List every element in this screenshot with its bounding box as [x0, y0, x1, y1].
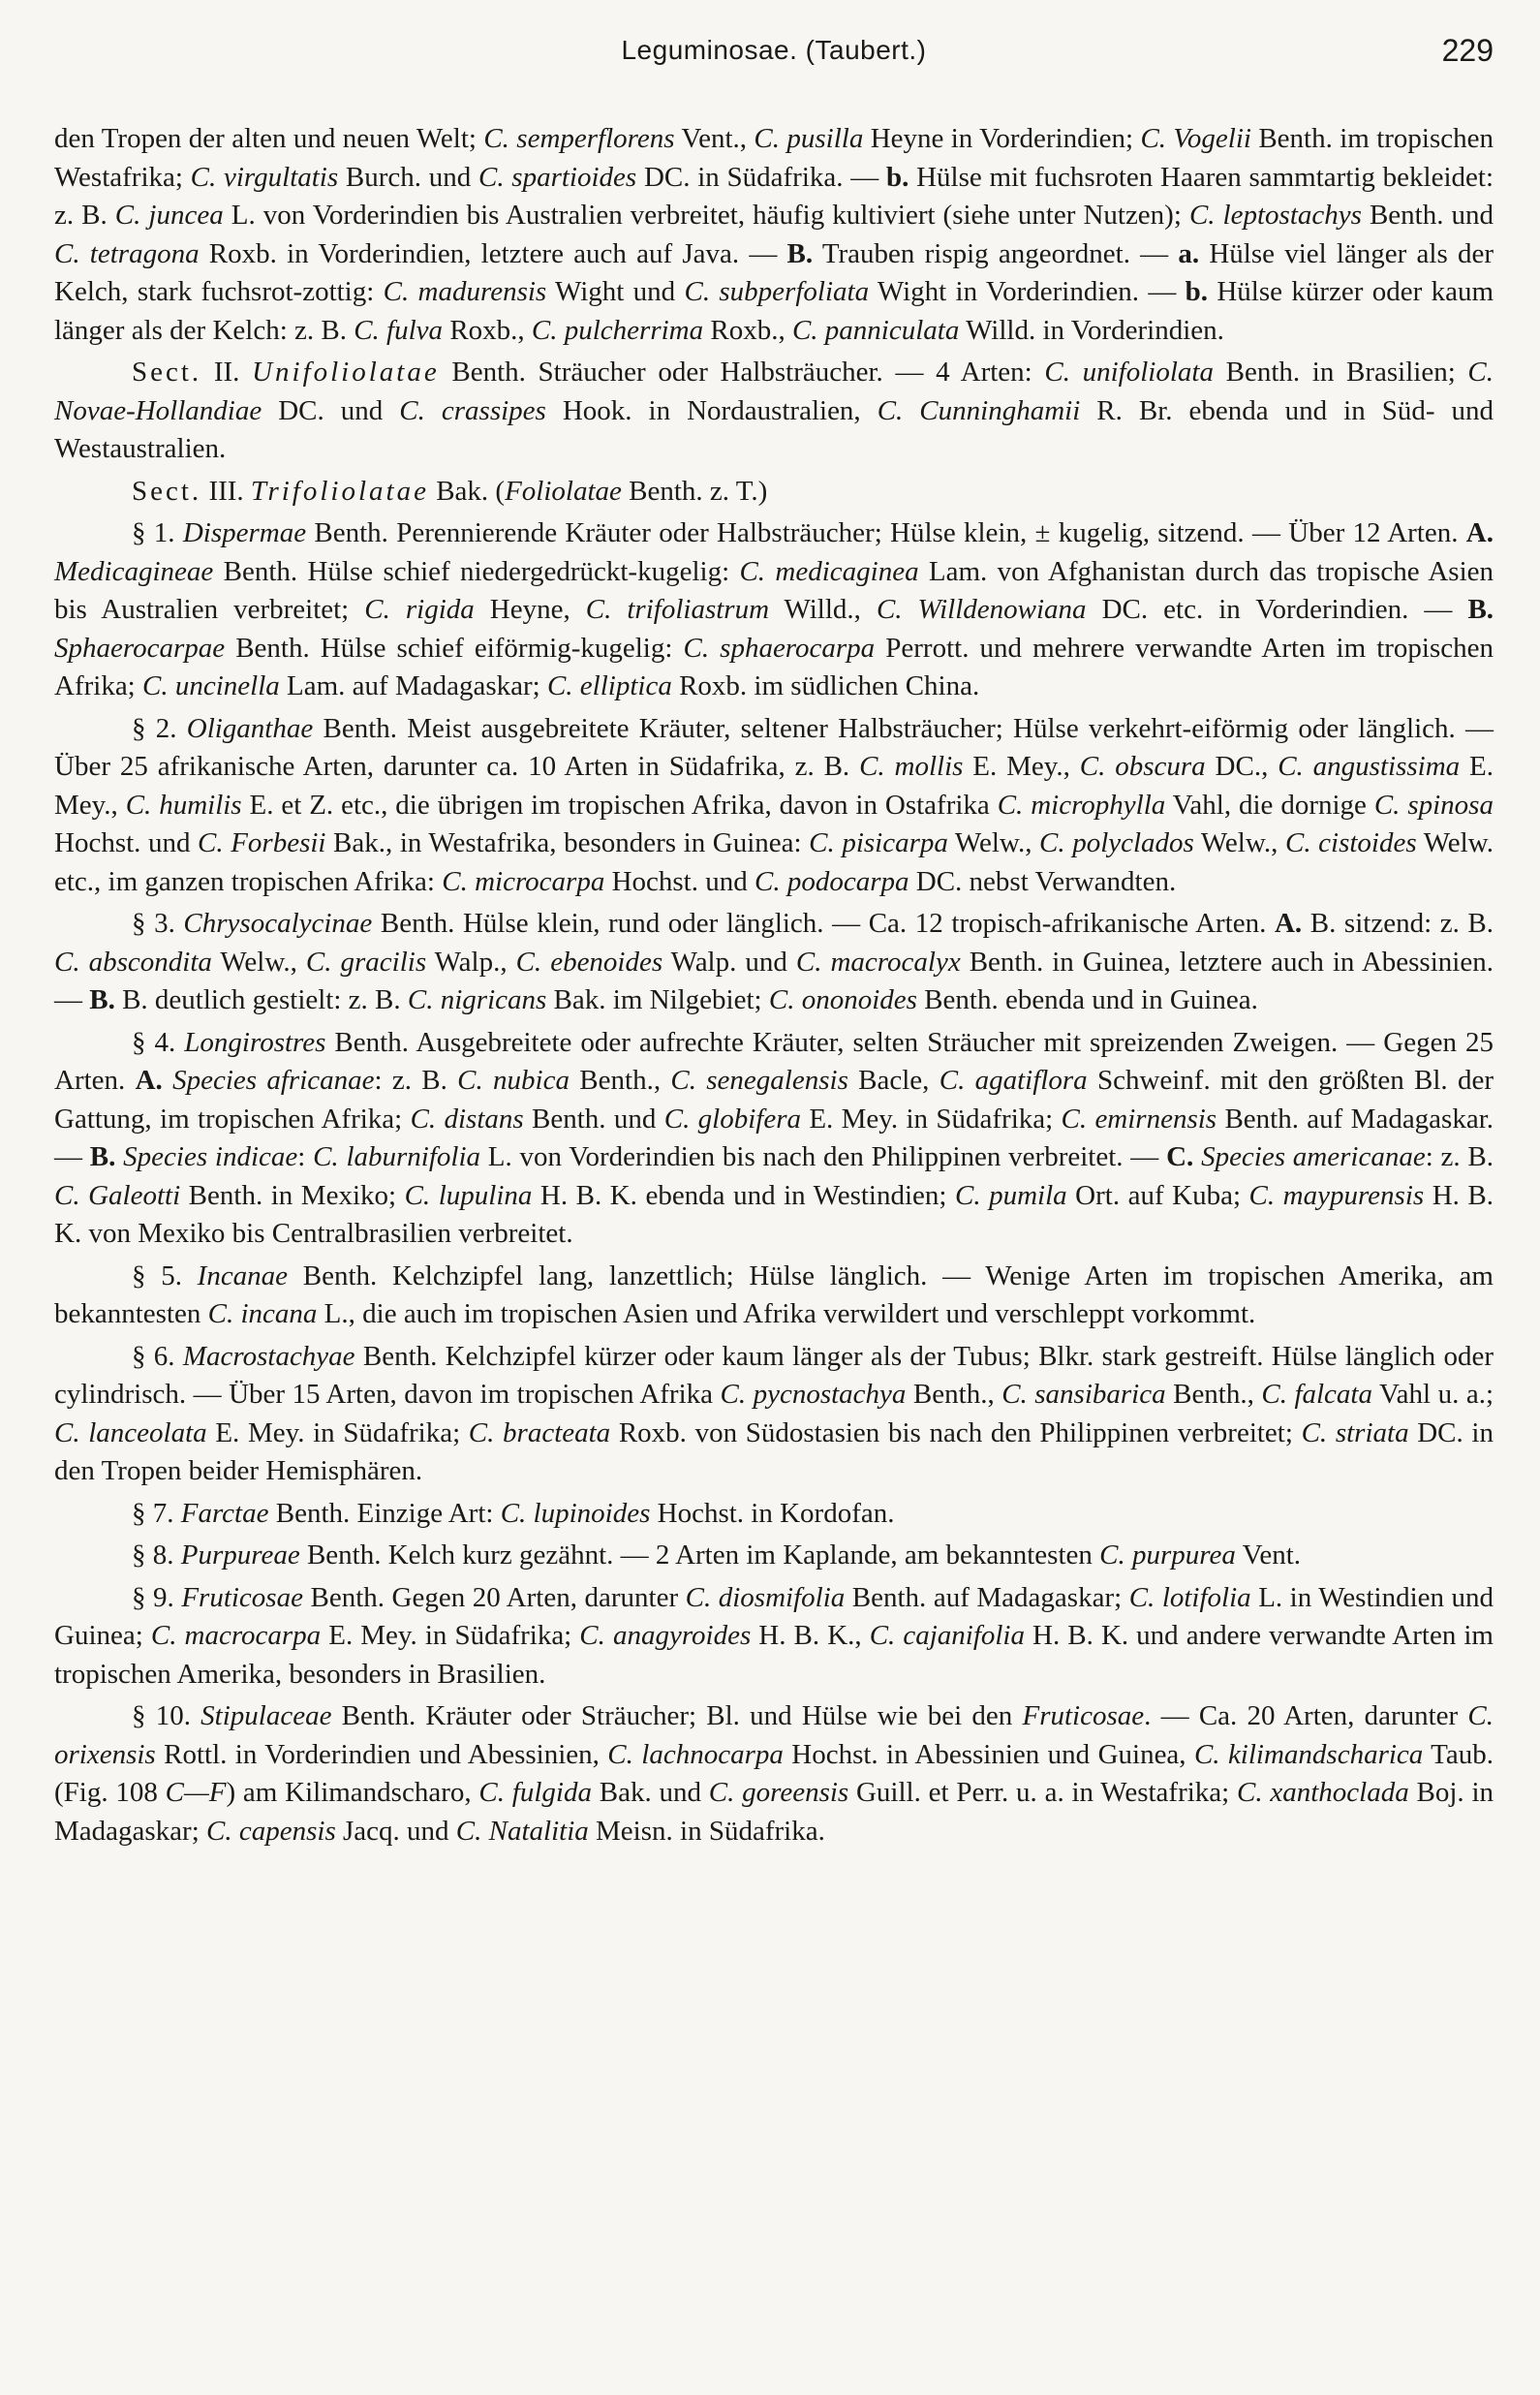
- page-number: 229: [1441, 33, 1494, 68]
- paragraph-section-5: § 5. Incanae Benth. Kelchzipfel lang, lanzettlich; Hülse länglich. — Wenige Arten im tropischen Amerika, am bekanntesten C. incana L., die auch im tropischen Asien und Afrika verwildert und verschleppt vorkommt.: [54, 1260, 1494, 1329]
- paragraph-section-7: § 7. Farctae Benth. Einzige Art: C. lupinoides Hochst. in Kordofan.: [132, 1497, 895, 1529]
- running-header: [54, 29, 1494, 83]
- paragraph-continuation: den Tropen der alten und neuen Welt; C. semperflorens Vent., C. pusilla Heyne in Vorderindien; C. Vogelii Benth. im tropischen Westafrika; C. virgultatis Burch. und C. spartioides DC. in Südafrika. — b. Hülse mit fuchsroten Haaren sammtartig bekleidet: z. B. C. juncea L. von Vorderindien bis Australien verbreitet, häufig kultiviert (siehe unter Nutzen); C. leptostachys Benth. und C. tetragona Roxb. in Vorderindien, letztere auch auf Java. — B. Trauben rispig angeordnet. — a. Hülse viel länger als der Kelch, stark fuchsrot-zottig: C. madurensis Wight und C. subperfoliata Wight in Vorderindien. — b. Hülse kürzer oder kaum länger als der Kelch: z. B. C. fulva Roxb., C. pulcherrima Roxb., C. panniculata Willd. in Vorderindien.: [54, 123, 1494, 346]
- paragraph-section-8: § 8. Purpureae Benth. Kelch kurz gezähnt. — 2 Arten im Kaplande, am bekanntesten C. purpurea Vent.: [132, 1540, 1302, 1571]
- body-text: [54, 120, 1494, 1851]
- paragraph-sect-2: Sect. II. Unifoliolatae Benth. Sträucher oder Halbsträucher. — 4 Arten: C. unifoliolata Benth. in Brasilien; C. Novae-Hollandiae DC. und C. crassipes Hook. in Nordaustralien, C. Cunninghamii R. Br. ebenda und in Süd- und Westaustralien.: [54, 357, 1494, 464]
- paragraph-section-3: § 3. Chrysocalycinae Benth. Hülse klein, rund oder länglich. — Ca. 12 tropisch-afrikanische Arten. A. B. sitzend: z. B. C. abscondita Welw., C. gracilis Walp., C. ebenoides Walp. und C. macrocalyx Benth. in Guinea, letztere auch in Abessinien. — B. B. deutlich gestielt: z. B. C. nigricans Bak. im Nilgebiet; C. ononoides Benth. ebenda und in Guinea.: [54, 908, 1494, 1015]
- paragraph-sect-3: Sect. III. Trifoliolatae Bak. (Foliolatae Benth. z. T.): [132, 475, 768, 507]
- paragraph-section-4: § 4. Longirostres Benth. Ausgebreitete oder aufrechte Kräuter, selten Sträucher mit spreizenden Zweigen. — Gegen 25 Arten. A. Species africanae: z. B. C. nubica Benth., C. senegalensis Bacle, C. agatiflora Schweinf. mit den größten Bl. der Gattung, im tropischen Afrika; C. distans Benth. und C. globifera E. Mey. in Südafrika; C. emirnensis Benth. auf Madagaskar. — B. Species indicae: C. laburnifolia L. von Vorderindien bis nach den Philippinen verbreitet. — C. Species americanae: z. B. C. Galeotti Benth. in Mexiko; C. lupulina H. B. K. ebenda und in Westindien; C. pumila Ort. auf Kuba; C. maypurensis H. B. K. von Mexiko bis Centralbrasilien verbreitet.: [54, 1026, 1494, 1249]
- paragraph-section-2: § 2. Oliganthae Benth. Meist ausgebreitete Kräuter, seltener Halbsträucher; Hülse verkehrt-eiförmig oder länglich. — Über 25 afrikanische Arten, darunter ca. 10 Arten in Südafrika, z. B. C. mollis E. Mey., C. obscura DC., C. angustissima E. Mey., C. humilis E. et Z. etc., die übrigen im tropischen Afrika, davon in Ostafrika C. microphylla Vahl, die dornige C. spinosa Hochst. und C. Forbesii Bak., in Westafrika, besonders in Guinea: C. pisicarpa Welw., C. polyclados Welw., C. cistoides Welw. etc., im ganzen tropischen Afrika: C. microcarpa Hochst. und C. podocarpa DC. nebst Verwandten.: [54, 712, 1494, 897]
- paragraph-section-1: § 1. Dispermae Benth. Perennierende Kräuter oder Halbsträucher; Hülse klein, ± kugelig, sitzend. — Über 12 Arten. A. Medicagineae Benth. Hülse schief niedergedrückt-kugelig: C. medicaginea Lam. von Afghanistan durch das tropische Asien bis Australien verbreitet; C. rigida Heyne, C. trifoliastrum Willd., C. Willdenowiana DC. etc. in Vorderindien. — B. Sphaerocarpae Benth. Hülse schief eiförmig-kugelig: C. sphaerocarpa Perrott. und mehrere verwandte Arten im tropischen Afrika; C. uncinella Lam. auf Madagaskar; C. elliptica Roxb. im südlichen China.: [54, 517, 1494, 701]
- paragraph-section-9: § 9. Fruticosae Benth. Gegen 20 Arten, darunter C. diosmifolia Benth. auf Madagaskar; C. lotifolia L. in Westindien und Guinea; C. macrocarpa E. Mey. in Südafrika; C. anagyroides H. B. K., C. cajanifolia H. B. K. und andere verwandte Arten im tropischen Amerika, besonders in Brasilien.: [54, 1581, 1494, 1690]
- paragraph-section-10: § 10. Stipulaceae Benth. Kräuter oder Sträucher; Bl. und Hülse wie bei den Fruticosae. — Ca. 20 Arten, darunter C. orixensis Rottl. in Vorderindien und Abessinien, C. lachnocarpa Hochst. in Abessinien und Guinea, C. kilimandscharica Taub. (Fig. 108 C—F) am Kilimandscharo, C. fulgida Bak. und C. goreensis Guill. et Perr. u. a. in Westafrika; C. xanthoclada Boj. in Madagaskar; C. capensis Jacq. und C. Natalitia Meisn. in Südafrika.: [54, 1700, 1494, 1847]
- header-title: Leguminosae. (Taubert.): [621, 35, 927, 65]
- paragraph-section-6: § 6. Macrostachyae Benth. Kelchzipfel kürzer oder kaum länger als der Tubus; Blkr. stark gestreift. Hülse länglich oder cylindrisch. — Über 15 Arten, davon im tropischen Afrika C. pycnostachya Benth., C. sansibarica Benth., C. falcata Vahl u. a.; C. lanceolata E. Mey. in Südafrika; C. bracteata Roxb. von Südostasien bis nach den Philippinen verbreitet; C. striata DC. in den Tropen beider Hemisphären.: [54, 1340, 1494, 1486]
